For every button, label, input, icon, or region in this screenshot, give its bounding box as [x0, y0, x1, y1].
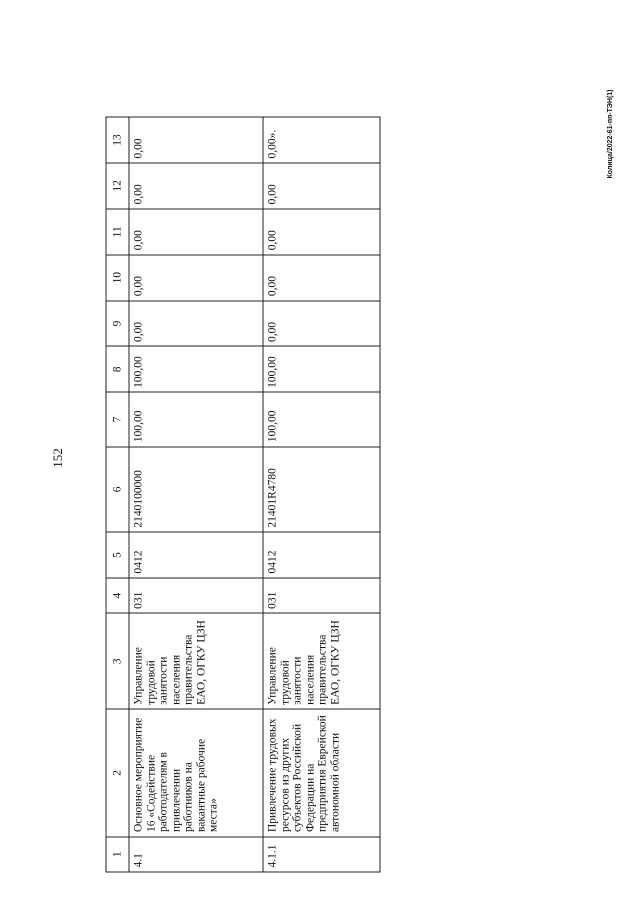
header-cell: 5	[106, 532, 129, 578]
header-cell: 12	[106, 163, 129, 209]
header-cell: 3	[106, 613, 129, 709]
header-cell: 7	[106, 392, 129, 446]
executor: Управление трудовой занятости населения правительства ЕАО, ОГКУ ЦЗН	[129, 613, 263, 709]
grbs-code: 031	[263, 578, 380, 613]
header-cell: 9	[106, 301, 129, 347]
rzpr-code: 0412	[263, 532, 380, 578]
header-cell: 10	[106, 255, 129, 301]
row-number: 4.1	[129, 837, 263, 872]
header-cell: 2	[106, 709, 129, 836]
measure-name: Привлечение трудовых ресурсов из других субъектов Российской Федерации на предприятия Еврейской автономной области	[263, 709, 380, 836]
value-col-13: 0,00	[129, 117, 263, 163]
value-col-9: 0,00	[263, 301, 380, 347]
value-col-8: 100,00	[129, 346, 263, 392]
grbs-code: 031	[129, 578, 263, 613]
rzpr-code: 0412	[129, 532, 263, 578]
csr-code: 2140100000	[129, 447, 263, 533]
header-cell: 6	[106, 447, 129, 533]
value-col-7: 100,00	[129, 392, 263, 446]
value-col-13: 0,00».	[263, 117, 380, 163]
budget-table	[106, 117, 381, 873]
page-number: 152	[50, 448, 65, 468]
value-col-10: 0,00	[263, 255, 380, 301]
value-col-7: 100,00	[263, 392, 380, 446]
row-number: 4.1.1	[263, 837, 380, 872]
table-row	[263, 117, 380, 872]
header-cell: 11	[106, 209, 129, 255]
executor: Управление трудовой занятости населения правительства ЕАО, ОГКУ ЦЗН	[263, 613, 380, 709]
header-cell: 4	[106, 578, 129, 613]
header-cell: 8	[106, 346, 129, 392]
table-row	[129, 117, 263, 872]
value-col-11: 0,00	[129, 209, 263, 255]
value-col-12: 0,00	[263, 163, 380, 209]
document-code: Колица/2022-61-пп-ТЭН(1)	[607, 89, 614, 179]
value-col-9: 0,00	[129, 301, 263, 347]
value-col-11: 0,00	[263, 209, 380, 255]
value-col-12: 0,00	[129, 163, 263, 209]
budget-table-container	[106, 117, 381, 873]
measure-name: Основное мероприятие 16 «Содействие работодателям в привлечении работников на вакантные рабочие места»	[129, 709, 263, 836]
value-col-10: 0,00	[129, 255, 263, 301]
header-cell: 1	[106, 837, 129, 872]
header-row	[106, 117, 129, 872]
value-col-8: 100,00	[263, 346, 380, 392]
header-cell: 13	[106, 117, 129, 163]
csr-code: 21401R4780	[263, 447, 380, 533]
